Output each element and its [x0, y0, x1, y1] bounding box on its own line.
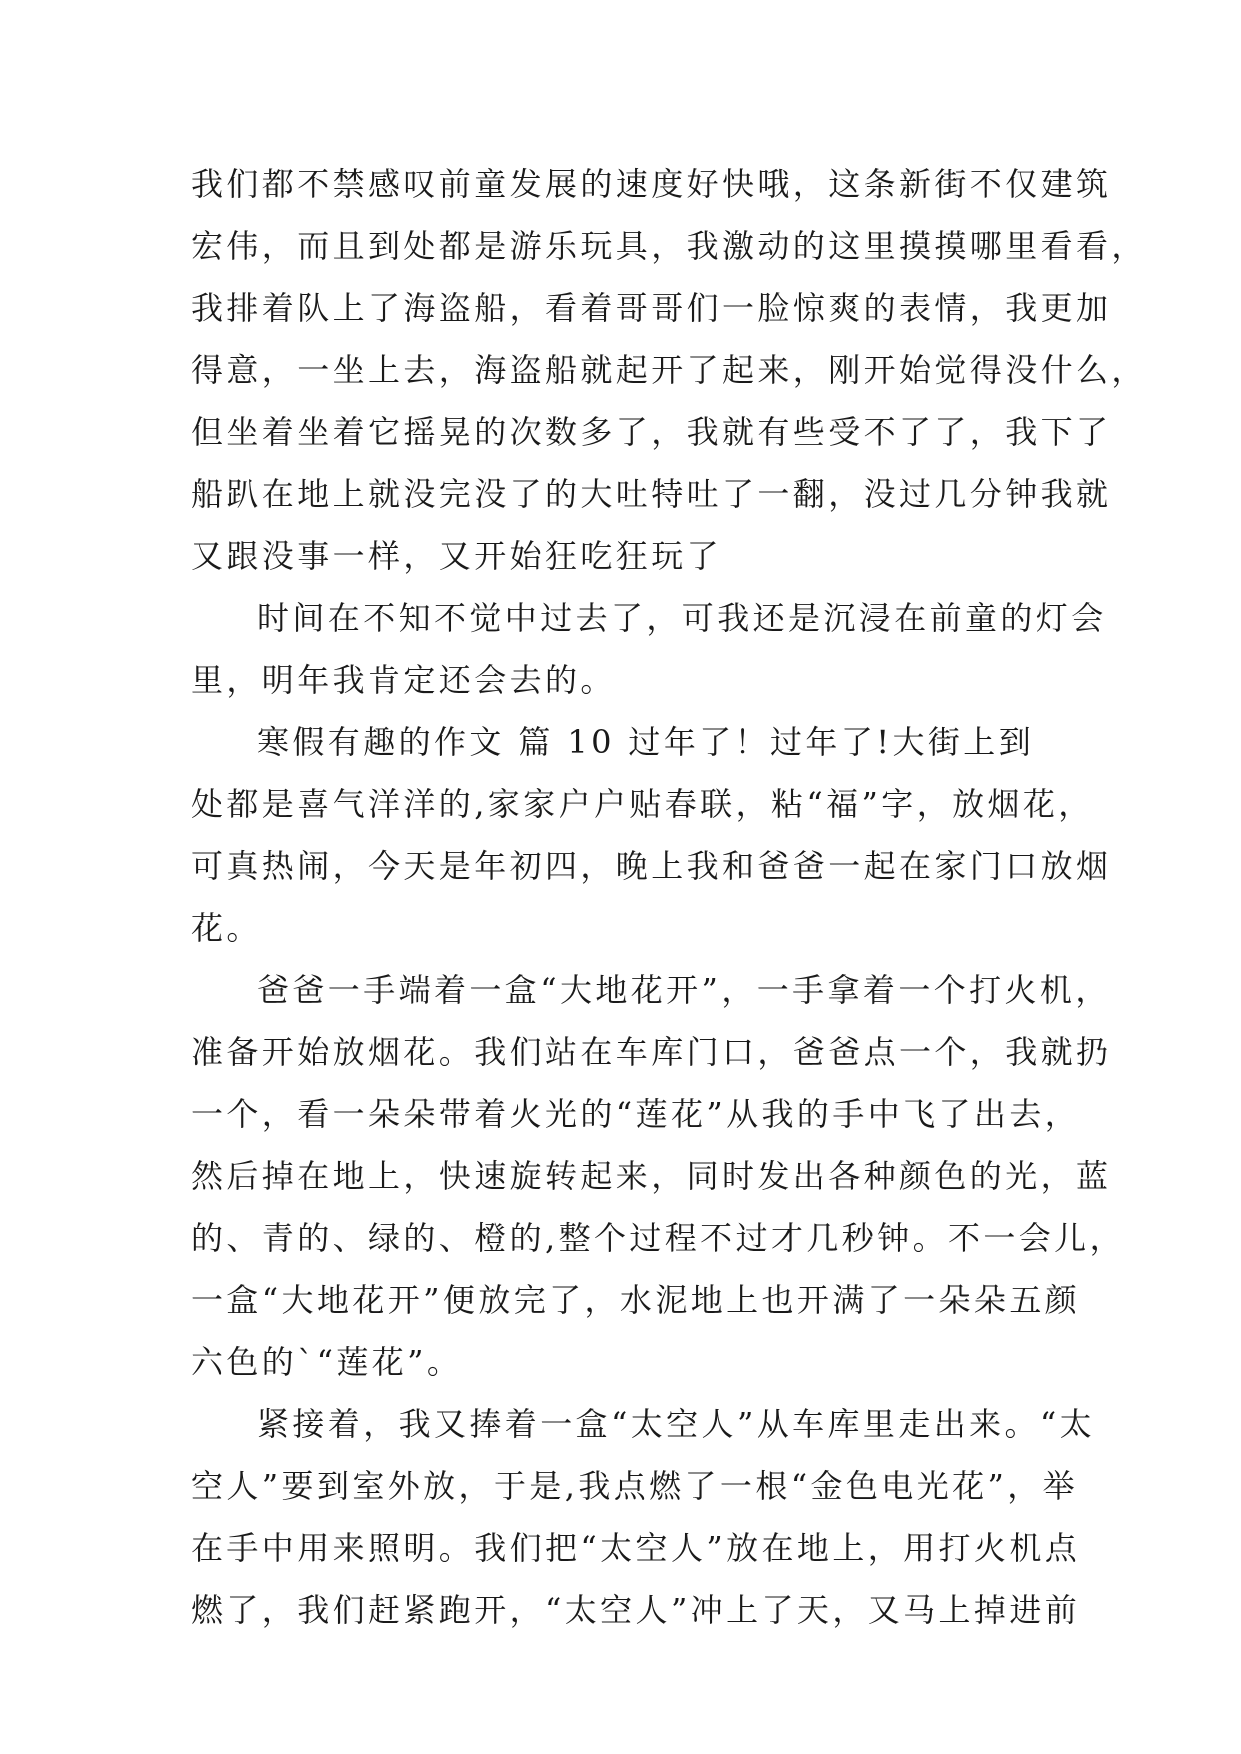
text-line: 宏伟，而且到处都是游乐玩具，我激动的这里摸摸哪里看看，: [191, 227, 1147, 265]
text-line: 一个，看一朵朵带着火光的“莲花”从我的手中飞了出去，: [191, 1095, 1081, 1133]
text-line: 然后掉在地上，快速旋转起来，同时发出各种颜色的光，蓝: [191, 1157, 1112, 1195]
text-line: 寒假有趣的作文 篇 10 过年了！过年了!大街上到: [257, 723, 1035, 761]
text-line: 又跟没事一样，又开始狂吃狂玩了: [191, 537, 723, 575]
text-line: 里，明年我肯定还会去的。: [191, 661, 616, 699]
text-line: 得意，一坐上去，海盗船就起开了起来，刚开始觉得没什么，: [191, 351, 1147, 389]
text-line: 我们都不禁感叹前童发展的速度好快哦，这条新街不仅建筑: [191, 165, 1112, 203]
text-line: 但坐着坐着它摇晃的次数多了，我就有些受不了了，我下了: [191, 413, 1112, 451]
article-body: [191, 153, 1147, 1641]
text-line: 可真热闹，今天是年初四，晚上我和爸爸一起在家门口放烟: [191, 847, 1112, 885]
text-line: 在手中用来照明。我们把“太空人”放在地上，用打火机点: [191, 1529, 1081, 1567]
text-line: 时间在不知不觉中过去了，可我还是沉浸在前童的灯会: [257, 599, 1107, 637]
text-line: 船趴在地上就没完没了的大吐特吐了一翻，没过几分钟我就: [191, 475, 1112, 513]
text-line: 处都是喜气洋洋的,家家户户贴春联，粘“福”字，放烟花，: [191, 785, 1094, 823]
text-line: 空人”要到室外放，于是,我点燃了一根“金色电光花”，举: [191, 1467, 1079, 1505]
text-line: 六色的`“莲花”。: [191, 1343, 463, 1381]
text-line: 的、青的、绿的、橙的,整个过程不过才几秒钟。不一会儿，: [191, 1219, 1125, 1257]
text-line: 紧接着，我又捧着一盒“太空人”从车库里走出来。“太: [257, 1405, 1096, 1443]
text-line: 我排着队上了海盗船，看着哥哥们一脸惊爽的表情，我更加: [191, 289, 1112, 327]
text-line: 花。: [191, 909, 262, 947]
text-line: 爸爸一手端着一盒“大地花开”，一手拿着一个打火机，: [257, 971, 1111, 1009]
text-line: 燃了，我们赶紧跑开，“太空人”冲上了天，又马上掉进前: [191, 1591, 1081, 1629]
text-line: 一盒“大地花开”便放完了，水泥地上也开满了一朵朵五颜: [191, 1281, 1081, 1319]
text-line: 准备开始放烟花。我们站在车库门口，爸爸点一个，我就扔: [191, 1033, 1112, 1071]
